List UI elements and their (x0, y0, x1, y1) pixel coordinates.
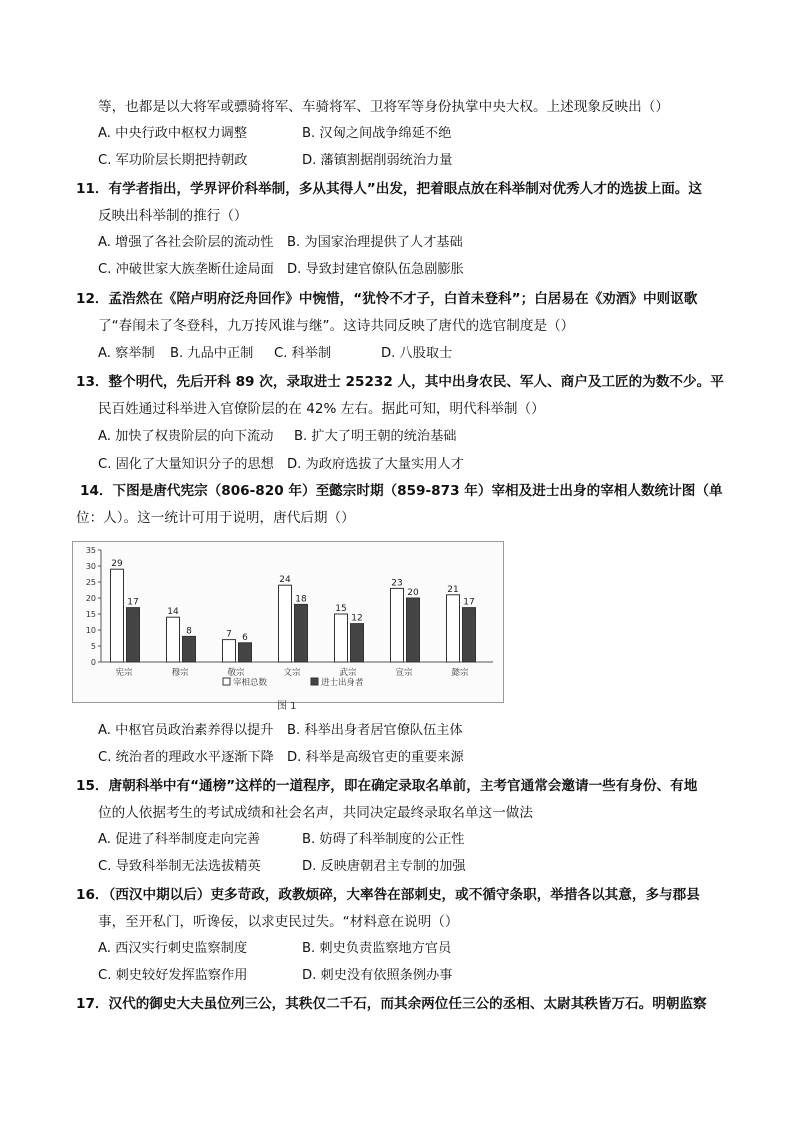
bar-jinshi-label: 12 (351, 613, 363, 624)
legend-swatch-total (223, 678, 230, 685)
q13-option-a[interactable]: A. 加快了权贵阶层的向下流动 (98, 429, 274, 444)
q16-stem-line2: 事，至开私门，听谗佞，以求吏民过失。“材料意在说明（） (98, 914, 459, 930)
y-tick-label: 5 (90, 642, 96, 651)
bar-total (223, 640, 236, 662)
q15-option-a[interactable]: A. 促进了科举制度走向完善 (98, 832, 261, 847)
q12-option-a[interactable]: A. 察举制 (98, 346, 155, 361)
bar-total (335, 614, 348, 662)
bar-jinshi-label: 8 (186, 626, 192, 637)
q16-option-b[interactable]: B. 刺史负责监察地方官员 (302, 941, 452, 956)
q16-option-a[interactable]: A. 西汉实行刺史监察制度 (98, 941, 248, 956)
legend-swatch-jinshi (311, 678, 318, 685)
q14-option-b[interactable]: B. 科举出身者居官僚队伍主体 (287, 723, 463, 738)
q15-stem-line2: 位的人依据考生的考试成绩和社会名声，共同决定最终录取名单这一做法 (98, 805, 533, 821)
x-category-label: 敬宗 (227, 668, 245, 678)
q13-option-b[interactable]: B. 扩大了明王朝的统治基础 (294, 429, 457, 444)
q13-option-c[interactable]: C. 固化了大量知识分子的思想 (98, 457, 274, 472)
bar-total (167, 617, 180, 662)
bar-jinshi (239, 643, 252, 662)
y-tick-label: 25 (85, 578, 96, 587)
bar-jinshi (183, 636, 196, 662)
q14-option-d[interactable]: D. 科举是高级官吏的重要来源 (287, 750, 464, 765)
q13-stem-line1: 13．整个明代，先后开科 89 次，录取进士 25232 人，其中出身农民、军人、商户及工匠的为数不少。平 (76, 374, 724, 390)
q16-option-d[interactable]: D. 刺史没有依照条例办事 (302, 968, 453, 983)
q14-stem-line1: 14．下图是唐代宪宗（806-820 年）至懿宗时期（859-873 年）宰相及进士出身的宰相人数统计图（单 (80, 483, 723, 499)
q12-option-c[interactable]: C. 科举制 (274, 346, 332, 361)
y-tick-label: 10 (85, 626, 96, 635)
x-category-label: 宪宗 (115, 668, 133, 678)
bar-jinshi (351, 624, 364, 662)
q14-option-c[interactable]: C. 统治者的理政水平逐渐下降 (98, 750, 274, 765)
bar-jinshi-label: 18 (295, 594, 307, 605)
q10-option-d[interactable]: D. 藩镇割据削弱统治力量 (302, 153, 453, 168)
q12-option-b[interactable]: B. 九品中正制 (170, 346, 254, 361)
x-category-label: 宣宗 (395, 668, 413, 678)
bar-chart (73, 542, 503, 702)
q10-option-b[interactable]: B. 汉匈之间战争绵延不绝 (302, 126, 452, 141)
y-tick-label: 30 (85, 562, 96, 571)
q11-stem-line2: 反映出科举制的推行（） (98, 208, 248, 224)
bar-total (111, 569, 124, 662)
q13-option-d[interactable]: D. 为政府选拔了大量实用人才 (287, 457, 464, 472)
bar-chart-frame (72, 541, 504, 703)
legend-label-jinshi: 进士出身者 (321, 678, 364, 688)
legend-label-total: 宰相总数 (233, 678, 268, 688)
bar-total-label: 23 (391, 578, 403, 589)
chart-caption: 图 1 (277, 701, 297, 712)
x-category-label: 武宗 (339, 668, 357, 678)
bar-total-label: 29 (111, 559, 123, 570)
q11-option-b[interactable]: B. 为国家治理提供了人才基础 (287, 235, 463, 250)
bar-jinshi (295, 604, 308, 662)
bar-jinshi (127, 608, 140, 662)
y-tick-label: 15 (85, 610, 96, 619)
q10-stem-tail: 等，也都是以大将军或骠骑将军、车骑将军、卫将军等身份执掌中央大权。上述现象反映出（） (98, 99, 669, 115)
bar-total-label: 21 (447, 584, 459, 595)
bar-jinshi-label: 17 (463, 597, 475, 608)
q10-option-a[interactable]: A. 中央行政中枢权力调整 (98, 126, 248, 141)
q15-option-b[interactable]: B. 妨碍了科举制度的公正性 (302, 832, 465, 847)
q12-stem-line1: 12．孟浩然在《陪卢明府泛舟回作》中惋惜，“犹怜不才子，白首未登科”；白居易在《劝酒》中则讴歌 (76, 291, 698, 307)
q16-stem-line1: 16．（西汉中期以后）吏多苛政，政教烦碎，大率咎在部刺史，或不循守条职，举措各以其意，多与郡县 (76, 887, 700, 903)
bar-jinshi (407, 598, 420, 662)
q15-stem-line1: 15．唐朝科举中有“通榜”这样的一道程序，即在确定录取名单前，主考官通常会邀请一些有身份、有地 (76, 778, 698, 794)
q12-stem-line2: 了“春闱未了冬登科，九万抟风谁与继”。这诗共同反映了唐代的选官制度是（） (98, 318, 575, 334)
bar-total (391, 588, 404, 662)
q11-option-a[interactable]: A. 增强了各社会阶层的流动性 (98, 235, 274, 250)
x-category-label: 文宗 (283, 668, 301, 678)
q15-option-c[interactable]: C. 导致科举制无法选拔精英 (98, 859, 261, 874)
q10-option-c[interactable]: C. 军功阶层长期把持朝政 (98, 153, 248, 168)
bar-total (279, 585, 292, 662)
y-tick-label: 35 (85, 546, 96, 555)
q16-option-c[interactable]: C. 刺史较好发挥监察作用 (98, 968, 248, 983)
q14-option-a[interactable]: A. 中枢官员政治素养得以提升 (98, 723, 274, 738)
q14-stem-line2: 位：人）。这一统计可用于说明，唐代后期（） (76, 510, 355, 526)
q13-stem-line2: 民百姓通过科举进入官僚阶层的在 42% 左右。据此可知，明代科举制（） (98, 401, 545, 417)
q15-option-d[interactable]: D. 反映唐朝君主专制的加强 (302, 859, 466, 874)
q17-stem-line1: 17．汉代的御史大夫虽位列三公，其秩仅二千石，而其余两位任三公的丞相、太尉其秩皆万石。明朝监察 (76, 996, 707, 1012)
q12-option-d[interactable]: D. 八股取士 (381, 346, 453, 361)
bar-jinshi-label: 20 (407, 588, 419, 598)
bar-total-label: 14 (167, 607, 179, 618)
y-tick-label: 20 (85, 594, 96, 603)
bar-total-label: 24 (279, 575, 291, 586)
q11-option-d[interactable]: D. 导致封建官僚队伍急剧膨胀 (287, 262, 464, 277)
bar-total-label: 15 (335, 604, 347, 614)
bar-total (447, 595, 460, 662)
q11-option-c[interactable]: C. 冲破世家大族垄断仕途局面 (98, 262, 274, 277)
x-category-label: 懿宗 (451, 668, 469, 678)
x-category-label: 穆宗 (171, 668, 189, 678)
bar-total-label: 7 (226, 629, 232, 640)
y-tick-label: 0 (90, 658, 96, 667)
bar-jinshi (463, 608, 476, 662)
q11-stem-line1: 11．有学者指出，学界评价科举制，多从其得人”出发，把着眼点放在科举制对优秀人才的选拔上面。这 (76, 181, 702, 197)
bar-jinshi-label: 6 (242, 632, 248, 643)
bar-jinshi-label: 17 (127, 597, 139, 608)
